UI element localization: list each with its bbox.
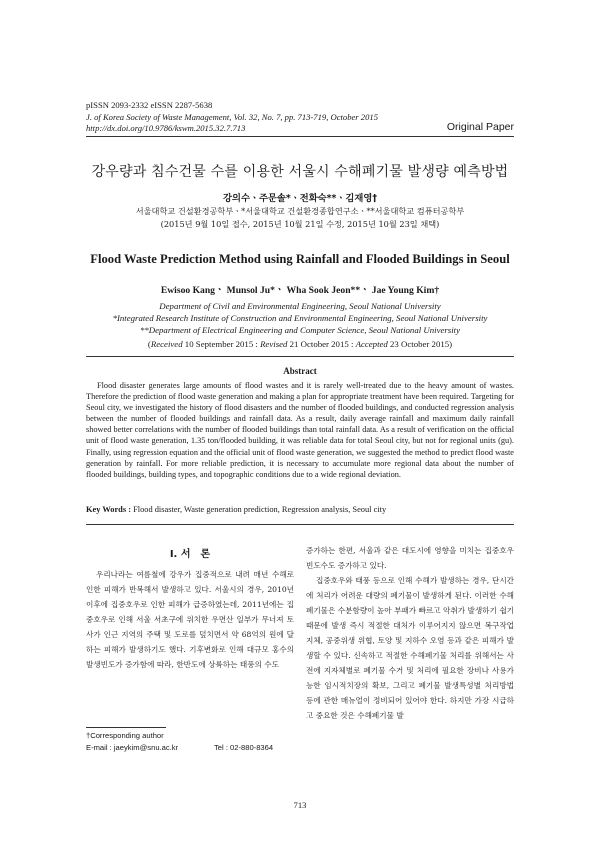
korean-authors: 강의수ㆍ주문솔*ㆍ전화숙**ㆍ김재영† [223,193,377,204]
english-authors: Ewisoo Kangㆍ Munsol Ju*ㆍ Wha Sook Jeon**ㆍ Jae Young Kim† [160,285,440,296]
english-title: Flood Waste Prediction Method using Rainfall and Flooded Buildings in Seoul [90,252,510,266]
english-affiliation-1: Department of Civil and Environmental Engineering, Seoul National University [159,301,441,311]
article-type-label: Original Paper [446,121,514,133]
revised-label: Revised [260,339,288,349]
footnote-rule [86,727,166,728]
korean-affiliations: 서울대학교 건설환경공학부ㆍ*서울대학교 건설환경종합연구소ㆍ**서울대학교 컴퓨터공학부 [135,206,465,216]
header-rule [86,136,514,137]
footnote-tel: Tel : 02-880-8364 [214,743,274,752]
received-label: Received [150,339,183,349]
section-heading-introduction: I. 서 론 [169,549,211,560]
english-dates: (Received 10 September 2015 : Revised 21 October 2015 : Accepted 23 October 2015) [147,339,453,349]
korean-dates: (2015년 9월 10일 접수, 2015년 10월 21일 수정, 2015년 10월 23일 채택) [160,219,440,229]
intro-left-column: 우리나라는 여름철에 강우가 집중적으로 내려 매년 수해로 인한 피해가 반복해서 발생하고 있다. 서울시의 경우, 2010년 이후에 집중호우로 인한 피해가 급증하였는데, 2011년에는 집중호우로 인해 서울 서초구에 위치한 우면산 일부가 무너져 토사가 인근 지역의 주택 및 도로를 덮치면서 약 68억의 원에 달하는 피해가 발생하기도 했다. 기후변화로 인해 대규모 홍수의 발생빈도가 증가함에 따라, 한반도에 상륙하는 태풍의 수도 [86,570,294,669]
abstract-heading: Abstract [283,366,317,376]
english-affiliation-2: *Integrated Research Institute of Construction and Environmental Engineering, Seoul National University [112,313,488,323]
issn-line: pISSN 2093-2332 eISSN 2287-5638 [86,100,213,110]
journal-citation: J. of Korea Society of Waste Management, Vol. 32, No. 7, pp. 713-719, October 2015 [86,111,378,122]
abstract-top-rule [86,356,514,357]
korean-title: 강우량과 침수건물 수를 이용한 서울시 수해폐기물 발생량 예측방법 [91,164,509,180]
doi-link[interactable]: http://dx.doi.org/10.9786/kswm.2015.32.7.713 [86,123,246,133]
footnote-corresponding: †Corresponding author [86,731,164,740]
intro-right-column-paragraph: 집중호우와 태풍 등으로 인해 수해가 발생하는 경우, 단시간에 처리가 어려운 대량의 폐기물이 발생하게 된다. 이러한 수해폐기물은 수분함량이 높아 부패가 빠르고 악취가 발생하기 쉽기 때문에 발생 즉시 적절한 대처가 이루어지지 않으면 복구작업 지체, 공중위생 위협, 토양 및 지하수 오염 등과 같은 피해가 발생할 수 있다. 신속하고 적절한 수해폐기물 처리를 위해서는 사전에 지자체별로 폐기물 수거 및 처리에 필요한 장비나 사용가능한 임시적치장의 확보, 그리고 폐기물 발생특성별 처리방법 등에 관한 매뉴얼이 정비되어 있어야 한다. 하지만 가장 시급하고 중요한 것은 수해폐기물 발 [306,576,514,720]
footnote-email[interactable]: E-mail : jaeykim@snu.ac.kr [86,743,179,752]
accepted-label: Accepted [355,339,388,349]
abstract-bottom-rule [86,524,514,525]
keywords-label: Key Words : [86,505,134,514]
english-affiliation-3: **Department of Electrical Engineering and Computer Science, Seoul National University [139,325,461,335]
page-number: 713 [293,800,307,810]
keywords-text: Flood disaster, Waste generation prediction, Regression analysis, Seoul city [133,505,387,514]
keywords [86,505,514,514]
abstract-text: Flood disaster generates large amounts of flood wastes and it is rarely well-treated due to the heavy amount of wastes. Therefore the prediction of flood waste generation and making a plan for appropriate treatment have been required. Targeting for Seoul city, we investigated the history of flood disasters and the number of flooded buildings, and conducted regression analysis between the number of flooded buildings and rainfall data. As a result, daily average rainfall and maximum daily rainfall showed better correlations with the number of flooded buildings than total rainfall data. As a result of verification on the official unit of flood waste generation, 1.35 ton/flooded building, it was reliable data for total Seoul city, but not for regional units (gu). Finally, using regression equation and the official unit of flood waste generation, we suggested the method to predict flood waste generation by rainfall. For more reliable prediction, it is necessary to accumulate more regional data about the number of flooded buildings, building types, and topographic conditions due to a wide regional deviation. [86,381,514,479]
intro-right-column-continuation: 증가하는 한편, 서울과 같은 대도시에 영향을 미치는 집중호우 빈도수도 증가하고 있다. [306,546,514,570]
